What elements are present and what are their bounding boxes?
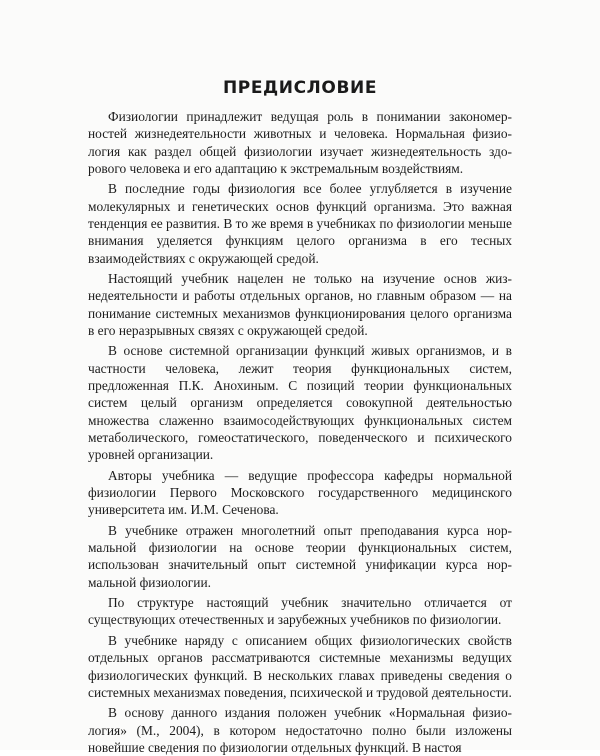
paragraph-4: В основе системной организации функций живых организмов, и в частности человека, лежит теория функциональных систем, предложенная П.К. Анохиным. С позиций теории функциональных систем целый организм определяется совокупной деятельностью множества слаженно взаимосодействующих функциональных систем метаболического, гомеостатического, поведенческого и психического уровней организации.: [88, 343, 512, 463]
paragraph-2: В последние годы физиология все более углубляется в изучение молекулярных и генетических основ функций организма. Это важная тенденция ее развития. В то же время в учебниках по физиологии меньше внимания уделяется функциям целого организма в его тесных взаимодействиях с окружающей средой.: [88, 181, 512, 266]
paragraph-7: По структуре настоящий учебник значительно отличается от существующих отечественных и зарубежных учебников по физиологии.: [88, 595, 512, 628]
page-title: ПРЕДИСЛОВИЕ: [222, 78, 378, 98]
paragraph-6: В учебнике отражен многолетний опыт преподавания курса нормальной физиологии на основе теории функциональных систем, использован значительный опыт системной унификации курса нормальной физиологии.: [88, 522, 512, 590]
paragraph-9: В основу данного издания положен учебник «Нормальная физиология» (М., 2004), в котором недостаточно полно были изложены новейшие сведения по физиологии отдельных функций. В настоя: [88, 705, 512, 755]
paragraph-3: Настоящий учебник нацелен не только на изучение основ жизнедеятельности и работы отдельных органов, но главным образом — на понимание системных механизмов функционирования целого организма в его неразрывных связях с окружающей средой.: [88, 271, 512, 338]
preface-body: [88, 108, 512, 756]
paragraph-1: Физиологии принадлежит ведущая роль в понимании закономерностей жизнедеятельности животных и человека. Нормальная физиология как раздел общей физиологии изучает жизнедеятельность здорового человека и его адаптацию к экстремальным воздействиям.: [88, 109, 512, 176]
paragraph-5: Авторы учебника — ведущие профессора кафедры нормальной физиологии Первого Московского государственного медицинского университета им. И.М. Сеченова.: [88, 467, 512, 518]
paragraph-8: В учебнике наряду с описанием общих физиологических свойств отдельных органов рассматриваются системные механизмы ведущих физиологических функций. В нескольких главах приведены сведения о системных механизмах поведения, психической и трудовой деятельности.: [88, 632, 512, 700]
